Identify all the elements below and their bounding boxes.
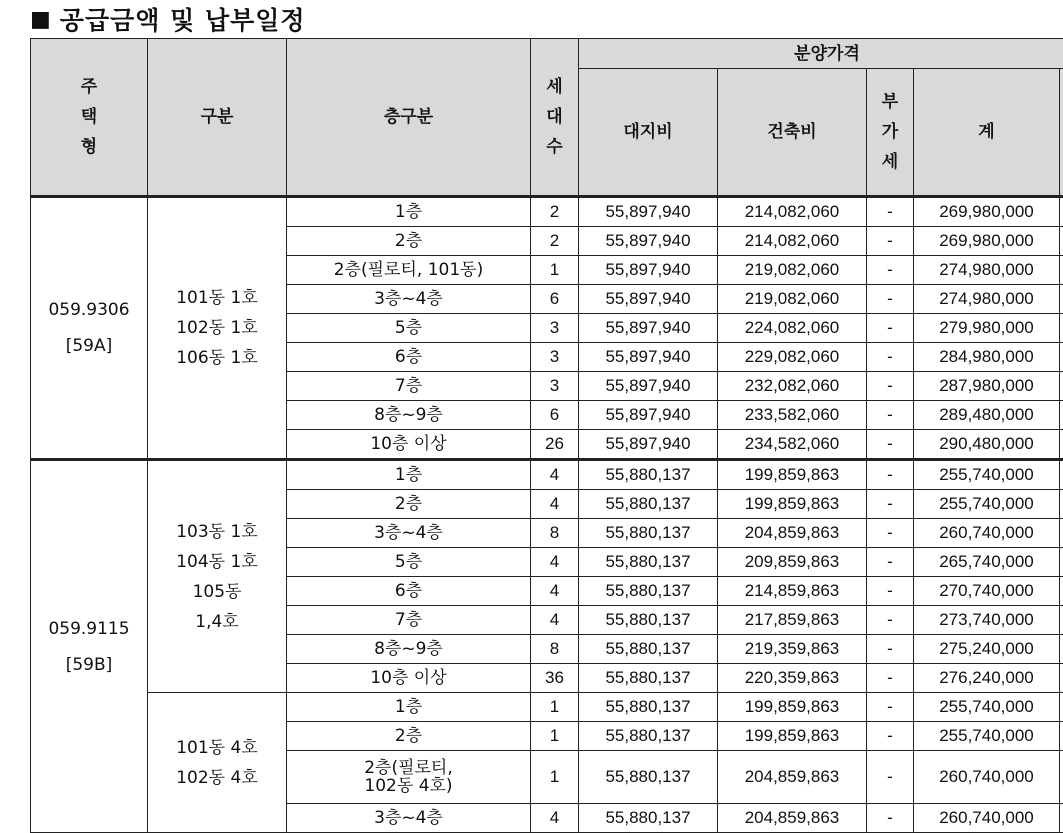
land-cost-cell: 55,880,137 xyxy=(579,490,718,519)
total-price-cell: 289,480,000 xyxy=(914,401,1060,430)
overflow-cell xyxy=(1060,256,1063,285)
section-cell: 101동 1호 102동 1호 106동 1호 xyxy=(148,197,287,460)
land-cost-cell: 55,897,940 xyxy=(579,430,718,460)
land-cost-cell: 55,880,137 xyxy=(579,804,718,833)
vat-cell: - xyxy=(867,197,914,227)
building-cost-cell: 219,082,060 xyxy=(718,285,867,314)
floor-cell: 7층 xyxy=(287,372,531,401)
floor-cell: 8층~9층 xyxy=(287,401,531,430)
total-price-cell: 255,740,000 xyxy=(914,722,1060,751)
floor-cell: 5층 xyxy=(287,314,531,343)
total-price-cell: 269,980,000 xyxy=(914,227,1060,256)
building-cost-cell: 232,082,060 xyxy=(718,372,867,401)
floor-cell: 1층 xyxy=(287,460,531,490)
units-cell: 1 xyxy=(531,722,579,751)
total-price-cell: 255,740,000 xyxy=(914,490,1060,519)
housing-type-cell: 059.9306 [59A] xyxy=(31,197,148,460)
total-price-cell: 275,240,000 xyxy=(914,635,1060,664)
floor-cell: 3층~4층 xyxy=(287,519,531,548)
overflow-cell xyxy=(1060,343,1063,372)
square-bullet-icon: ■ xyxy=(30,7,52,32)
land-cost-cell: 55,897,940 xyxy=(579,314,718,343)
vat-cell: - xyxy=(867,401,914,430)
header-building-cost: 건축비 xyxy=(718,69,867,197)
building-cost-cell: 224,082,060 xyxy=(718,314,867,343)
building-cost-cell: 219,082,060 xyxy=(718,256,867,285)
header-total: 계 xyxy=(914,69,1060,197)
overflow-cell xyxy=(1060,430,1063,460)
table-row xyxy=(31,693,1063,722)
floor-cell: 2층 xyxy=(287,227,531,256)
units-cell: 4 xyxy=(531,577,579,606)
units-cell: 4 xyxy=(531,548,579,577)
land-cost-cell: 55,897,940 xyxy=(579,285,718,314)
overflow-cell xyxy=(1060,372,1063,401)
overflow-cell xyxy=(1060,606,1063,635)
land-cost-cell: 55,897,940 xyxy=(579,343,718,372)
vat-cell: - xyxy=(867,606,914,635)
header-floor: 층구분 xyxy=(287,39,531,197)
vat-cell: - xyxy=(867,722,914,751)
building-cost-cell: 199,859,863 xyxy=(718,490,867,519)
header-housing-type: 주 택 형 xyxy=(31,39,148,197)
overflow-cell xyxy=(1060,285,1063,314)
units-cell: 2 xyxy=(531,227,579,256)
units-cell: 4 xyxy=(531,606,579,635)
land-cost-cell: 55,880,137 xyxy=(579,722,718,751)
overflow-cell xyxy=(1060,460,1063,490)
floor-cell: 10층 이상 xyxy=(287,430,531,460)
section-title: 공급금액 및 납부일정 xyxy=(60,1,306,37)
floor-cell: 1층 xyxy=(287,197,531,227)
floor-cell: 3층~4층 xyxy=(287,285,531,314)
units-cell: 2 xyxy=(531,197,579,227)
overflow-cell xyxy=(1060,693,1063,722)
floor-cell: 3층~4층 xyxy=(287,804,531,833)
total-price-cell: 260,740,000 xyxy=(914,751,1060,804)
land-cost-cell: 55,897,940 xyxy=(579,197,718,227)
total-price-cell: 269,980,000 xyxy=(914,197,1060,227)
overflow-cell xyxy=(1060,722,1063,751)
total-price-cell: 255,740,000 xyxy=(914,460,1060,490)
section-cell: 101동 4호 102동 4호 xyxy=(148,693,287,833)
building-cost-cell: 220,359,863 xyxy=(718,664,867,693)
land-cost-cell: 55,897,940 xyxy=(579,401,718,430)
floor-cell: 10층 이상 xyxy=(287,664,531,693)
total-price-cell: 270,740,000 xyxy=(914,577,1060,606)
overflow-cell xyxy=(1060,635,1063,664)
building-cost-cell: 204,859,863 xyxy=(718,804,867,833)
vat-cell: - xyxy=(867,548,914,577)
header-land-cost: 대지비 xyxy=(579,69,718,197)
section-heading xyxy=(30,2,306,36)
units-cell: 1 xyxy=(531,751,579,804)
overflow-cell xyxy=(1060,577,1063,606)
header-sale-price: 분양가격 xyxy=(579,39,1063,69)
land-cost-cell: 55,880,137 xyxy=(579,606,718,635)
vat-cell: - xyxy=(867,256,914,285)
units-cell: 1 xyxy=(531,256,579,285)
vat-cell: - xyxy=(867,372,914,401)
total-price-cell: 284,980,000 xyxy=(914,343,1060,372)
floor-cell: 6층 xyxy=(287,343,531,372)
floor-cell: 1층 xyxy=(287,693,531,722)
header-section: 구분 xyxy=(148,39,287,197)
overflow-cell xyxy=(1060,314,1063,343)
building-cost-cell: 219,359,863 xyxy=(718,635,867,664)
total-price-cell: 276,240,000 xyxy=(914,664,1060,693)
overflow-cell xyxy=(1060,227,1063,256)
floor-cell: 5층 xyxy=(287,548,531,577)
table-body xyxy=(31,197,1063,833)
building-cost-cell: 233,582,060 xyxy=(718,401,867,430)
units-cell: 26 xyxy=(531,430,579,460)
building-cost-cell: 229,082,060 xyxy=(718,343,867,372)
floor-cell: 8층~9층 xyxy=(287,635,531,664)
overflow-cell xyxy=(1060,401,1063,430)
vat-cell: - xyxy=(867,460,914,490)
vat-cell: - xyxy=(867,490,914,519)
vat-cell: - xyxy=(867,314,914,343)
land-cost-cell: 55,880,137 xyxy=(579,460,718,490)
floor-cell: 2층(필로티, 102동 4호) xyxy=(287,751,531,804)
vat-cell: - xyxy=(867,343,914,372)
land-cost-cell: 55,880,137 xyxy=(579,519,718,548)
units-cell: 4 xyxy=(531,804,579,833)
total-price-cell: 255,740,000 xyxy=(914,693,1060,722)
supply-price-table xyxy=(30,38,1063,833)
housing-type-cell: 059.9115 [59B] xyxy=(31,460,148,833)
total-price-cell: 274,980,000 xyxy=(914,285,1060,314)
vat-cell: - xyxy=(867,804,914,833)
building-cost-cell: 204,859,863 xyxy=(718,519,867,548)
vat-cell: - xyxy=(867,285,914,314)
land-cost-cell: 55,880,137 xyxy=(579,664,718,693)
floor-cell: 2층 xyxy=(287,490,531,519)
units-cell: 8 xyxy=(531,519,579,548)
land-cost-cell: 55,880,137 xyxy=(579,693,718,722)
units-cell: 4 xyxy=(531,490,579,519)
header-vat: 부 가 세 xyxy=(867,69,914,197)
header-overflow xyxy=(1060,69,1063,197)
building-cost-cell: 217,859,863 xyxy=(718,606,867,635)
floor-cell: 7층 xyxy=(287,606,531,635)
building-cost-cell: 234,582,060 xyxy=(718,430,867,460)
units-cell: 3 xyxy=(531,343,579,372)
vat-cell: - xyxy=(867,751,914,804)
land-cost-cell: 55,880,137 xyxy=(579,635,718,664)
total-price-cell: 279,980,000 xyxy=(914,314,1060,343)
units-cell: 6 xyxy=(531,285,579,314)
table-row xyxy=(31,460,1063,490)
vat-cell: - xyxy=(867,693,914,722)
table-row xyxy=(31,197,1063,227)
overflow-cell xyxy=(1060,804,1063,833)
building-cost-cell: 214,082,060 xyxy=(718,197,867,227)
units-cell: 6 xyxy=(531,401,579,430)
total-price-cell: 274,980,000 xyxy=(914,256,1060,285)
units-cell: 3 xyxy=(531,372,579,401)
overflow-cell xyxy=(1060,664,1063,693)
total-price-cell: 273,740,000 xyxy=(914,606,1060,635)
land-cost-cell: 55,880,137 xyxy=(579,577,718,606)
overflow-cell xyxy=(1060,548,1063,577)
overflow-cell xyxy=(1060,751,1063,804)
vat-cell: - xyxy=(867,227,914,256)
total-price-cell: 260,740,000 xyxy=(914,804,1060,833)
total-price-cell: 290,480,000 xyxy=(914,430,1060,460)
total-price-cell: 287,980,000 xyxy=(914,372,1060,401)
header-units: 세 대 수 xyxy=(531,39,579,197)
total-price-cell: 265,740,000 xyxy=(914,548,1060,577)
land-cost-cell: 55,897,940 xyxy=(579,372,718,401)
land-cost-cell: 55,880,137 xyxy=(579,548,718,577)
table-header xyxy=(31,39,1063,197)
overflow-cell xyxy=(1060,519,1063,548)
units-cell: 4 xyxy=(531,460,579,490)
floor-cell: 6층 xyxy=(287,577,531,606)
vat-cell: - xyxy=(867,635,914,664)
building-cost-cell: 204,859,863 xyxy=(718,751,867,804)
vat-cell: - xyxy=(867,430,914,460)
overflow-cell xyxy=(1060,197,1063,227)
building-cost-cell: 199,859,863 xyxy=(718,722,867,751)
building-cost-cell: 214,859,863 xyxy=(718,577,867,606)
building-cost-cell: 199,859,863 xyxy=(718,693,867,722)
floor-cell: 2층(필로티, 101동) xyxy=(287,256,531,285)
building-cost-cell: 214,082,060 xyxy=(718,227,867,256)
overflow-cell xyxy=(1060,490,1063,519)
units-cell: 3 xyxy=(531,314,579,343)
land-cost-cell: 55,880,137 xyxy=(579,751,718,804)
vat-cell: - xyxy=(867,577,914,606)
building-cost-cell: 209,859,863 xyxy=(718,548,867,577)
units-cell: 8 xyxy=(531,635,579,664)
section-cell: 103동 1호 104동 1호 105동 1,4호 xyxy=(148,460,287,693)
floor-cell: 2층 xyxy=(287,722,531,751)
land-cost-cell: 55,897,940 xyxy=(579,227,718,256)
vat-cell: - xyxy=(867,519,914,548)
total-price-cell: 260,740,000 xyxy=(914,519,1060,548)
units-cell: 1 xyxy=(531,693,579,722)
land-cost-cell: 55,897,940 xyxy=(579,256,718,285)
units-cell: 36 xyxy=(531,664,579,693)
vat-cell: - xyxy=(867,664,914,693)
building-cost-cell: 199,859,863 xyxy=(718,460,867,490)
